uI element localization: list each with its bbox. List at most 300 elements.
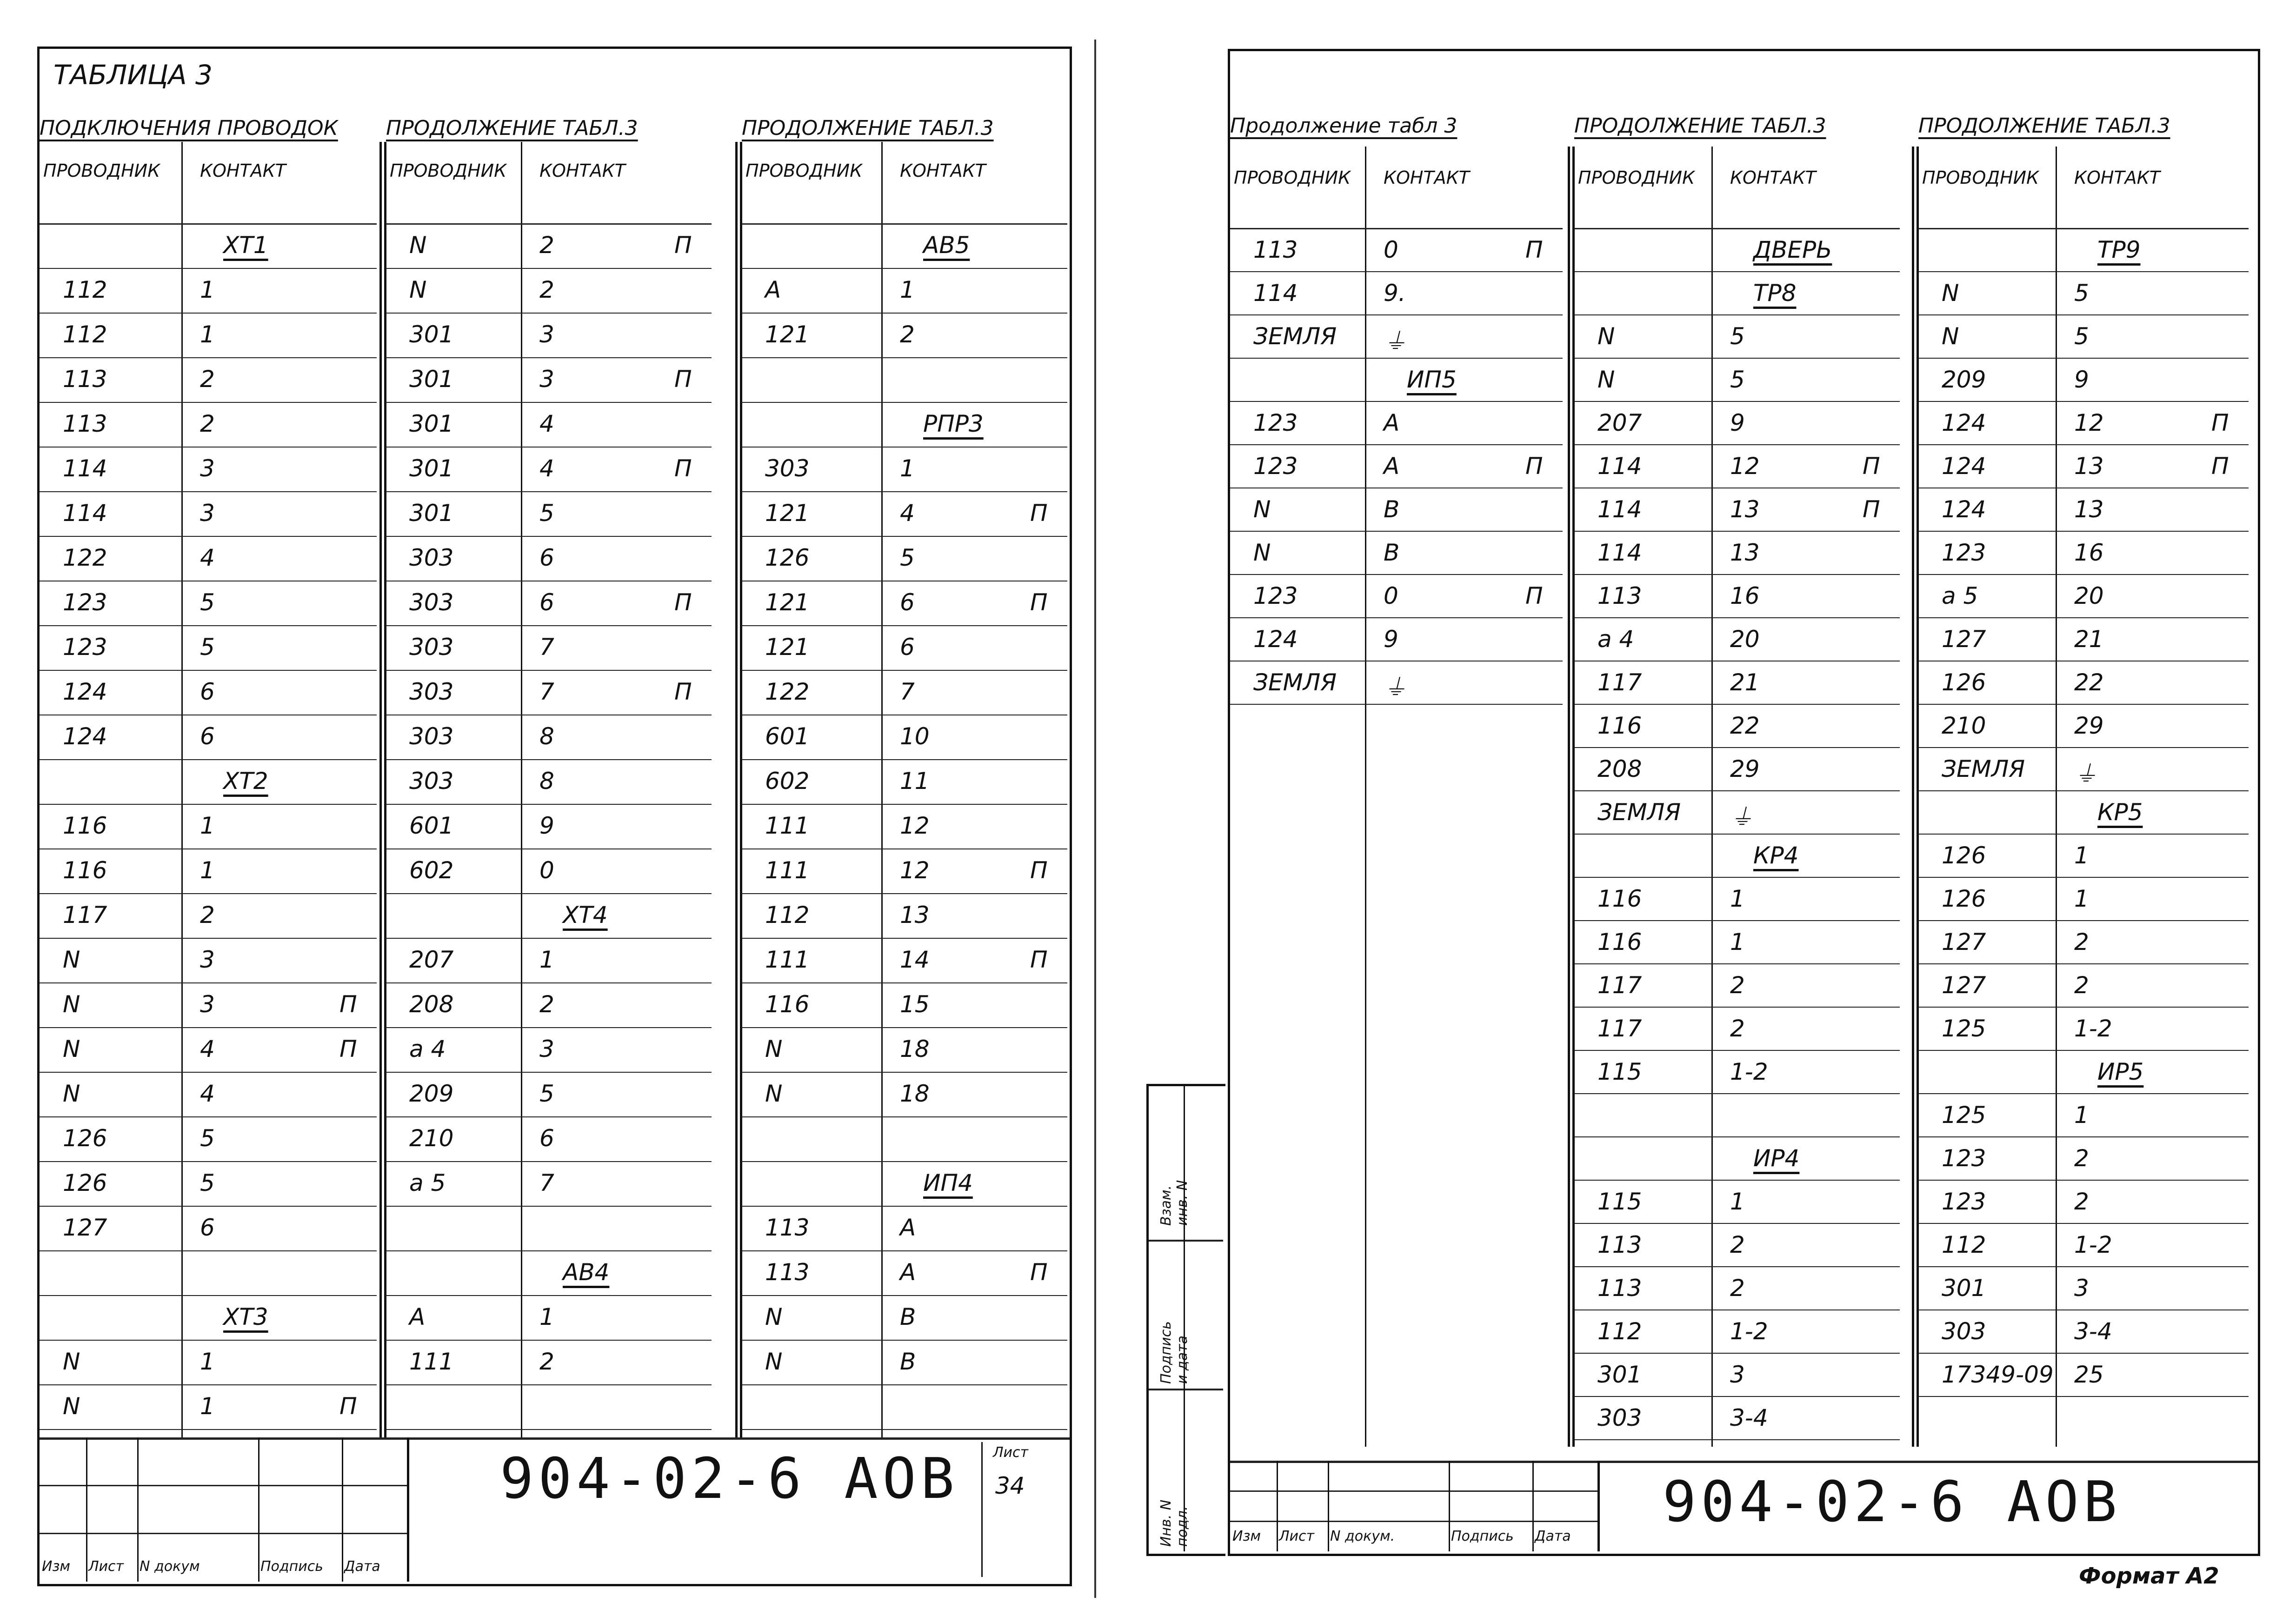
contact-cell: 11	[900, 768, 930, 795]
conductor-cell: ЗЕМЛЯ	[1253, 323, 1337, 350]
contact-cell: 2	[200, 366, 215, 393]
conductor-cell: a 5	[409, 1169, 446, 1196]
conductor-cell: N	[1942, 280, 1959, 307]
device-heading: ИР5	[2097, 1058, 2144, 1085]
row-rule	[1574, 1180, 1900, 1181]
row-rule	[1918, 1093, 2249, 1094]
row-rule	[1918, 920, 2249, 921]
conductor-cell: 114	[1253, 280, 1298, 307]
conductor-cell: N	[63, 1035, 80, 1062]
table-continuation-heading: ПРОДОЛЖЕНИЕ ТАБЛ.3	[386, 116, 638, 140]
row-rule	[386, 1072, 712, 1073]
contact-cell: 3	[200, 500, 215, 527]
jumper-mark: П	[674, 589, 692, 616]
conductor-cell: 127	[1942, 929, 1986, 955]
device-heading: ИП5	[1407, 366, 1457, 393]
contact-cell: 2	[539, 991, 554, 1018]
conductor-cell: N	[63, 946, 80, 973]
row-rule	[1230, 531, 1563, 532]
conductor-cell: N	[765, 1303, 783, 1330]
row-rule	[1918, 1007, 2249, 1008]
conductor-cell: 127	[1942, 972, 1986, 999]
sheet-box-divider	[981, 1442, 983, 1577]
row-rule	[1574, 877, 1900, 878]
contact-cell: 2	[2074, 929, 2089, 955]
conductor-cell: 301	[409, 455, 454, 482]
jumper-mark: П	[1030, 857, 1048, 884]
contact-cell: 9.	[1384, 280, 1406, 307]
contact-cell: 14	[900, 946, 930, 973]
row-rule	[1574, 1223, 1900, 1224]
column-header-conductor: ПРОВОДНИК	[1234, 167, 1351, 188]
conductor-cell: 124	[63, 723, 107, 750]
row-rule	[742, 536, 1067, 537]
column-divider	[1365, 147, 1366, 1447]
row-rule	[1918, 358, 2249, 359]
conductor-cell: 601	[409, 812, 454, 839]
column-header-contact: КОНТАКТ	[1384, 167, 1470, 188]
column-header-contact: КОНТАКТ	[2074, 167, 2160, 188]
contact-cell: 5	[2074, 280, 2089, 307]
row-rule	[40, 625, 377, 626]
header-rule	[742, 223, 1067, 225]
contact-cell: 9	[2074, 366, 2089, 393]
jumper-mark: П	[339, 1393, 357, 1420]
conductor-cell: N	[765, 1035, 783, 1062]
contact-cell: ⏚	[2074, 761, 2097, 788]
contact-cell: 1-2	[2074, 1015, 2112, 1042]
contact-cell: 21	[2074, 626, 2104, 653]
stamp-grid-row	[1230, 1521, 1597, 1522]
contact-cell: B	[1384, 496, 1400, 523]
row-rule	[1230, 704, 1563, 705]
contact-cell: 5	[539, 1080, 554, 1107]
row-rule	[1574, 920, 1900, 921]
conductor-cell: 303	[409, 634, 454, 661]
row-rule	[742, 893, 1067, 894]
row-rule	[1574, 704, 1900, 705]
conductor-cell: 117	[63, 902, 107, 929]
contact-cell: 12	[1730, 453, 1760, 480]
conductor-cell: 113	[1253, 236, 1298, 263]
jumper-mark: П	[1030, 589, 1048, 616]
conductor-cell: 123	[1942, 1145, 1986, 1172]
row-rule	[1574, 834, 1900, 835]
contact-cell: A	[900, 1259, 916, 1286]
jumper-mark: П	[1525, 582, 1543, 609]
row-rule	[1918, 1396, 2249, 1397]
row-rule	[386, 268, 712, 269]
contact-cell: 8	[539, 768, 554, 795]
device-heading: XT4	[563, 902, 608, 929]
row-rule	[1574, 1309, 1900, 1310]
conductor-cell: 114	[63, 500, 107, 527]
row-rule	[386, 1116, 712, 1117]
table-continuation-heading: ПРОДОЛЖЕНИЕ ТАБЛ.3	[1918, 114, 2170, 138]
device-heading: ДВЕРЬ	[1753, 236, 1832, 263]
contact-cell: 5	[200, 1169, 215, 1196]
contact-cell: 1-2	[1730, 1318, 1768, 1345]
contact-cell: 3-4	[2074, 1318, 2112, 1345]
contact-cell: 0	[539, 857, 554, 884]
conductor-cell: 111	[409, 1348, 454, 1375]
contact-cell: 3	[200, 455, 215, 482]
row-rule	[742, 402, 1067, 403]
conductor-cell: N	[63, 1393, 80, 1420]
row-rule	[742, 848, 1067, 849]
contact-cell: 6	[900, 589, 915, 616]
row-rule	[1574, 531, 1900, 532]
row-rule	[386, 982, 712, 983]
jumper-mark: П	[1525, 236, 1543, 263]
row-rule	[386, 848, 712, 849]
conductor-cell: 116	[1597, 929, 1642, 955]
conductor-cell: 116	[63, 812, 107, 839]
device-heading: КР4	[1753, 842, 1799, 869]
jumper-mark: П	[1030, 500, 1048, 527]
contact-cell: 20	[1730, 626, 1760, 653]
conductor-cell: 112	[63, 276, 107, 303]
conductor-cell: 125	[1942, 1015, 1986, 1042]
stamp-label: Лист	[88, 1558, 124, 1575]
conductor-cell: N	[63, 1348, 80, 1375]
contact-cell: 1	[2074, 885, 2089, 912]
block-divider	[379, 142, 382, 1437]
conductor-cell: 113	[1597, 582, 1642, 609]
row-rule	[1574, 1007, 1900, 1008]
block-divider	[1917, 147, 1919, 1447]
contact-cell: 7	[539, 678, 554, 705]
conductor-cell: 127	[63, 1214, 107, 1241]
row-rule	[1918, 314, 2249, 315]
row-rule	[40, 313, 377, 314]
row-rule	[742, 1429, 1067, 1430]
contact-cell: 3-4	[1730, 1404, 1768, 1431]
contact-cell: 4	[200, 1035, 215, 1062]
conductor-cell: 115	[1597, 1188, 1642, 1215]
conductor-cell: 125	[1942, 1102, 1986, 1129]
conductor-cell: 114	[1597, 453, 1642, 480]
stamp-grid-col	[137, 1437, 139, 1582]
contact-cell: 1	[2074, 842, 2089, 869]
row-rule	[1918, 444, 2249, 445]
contact-cell: 18	[900, 1035, 930, 1062]
conductor-cell: 303	[409, 768, 454, 795]
contact-cell: 5	[200, 589, 215, 616]
contact-cell: 2	[900, 321, 915, 348]
contact-cell: 22	[2074, 669, 2104, 696]
row-rule	[742, 1072, 1067, 1073]
conductor-cell: 123	[63, 589, 107, 616]
contact-cell: 2	[1730, 1231, 1745, 1258]
stamp-grid-col	[1449, 1461, 1450, 1551]
title-block-top-rule	[1230, 1461, 2258, 1463]
row-rule	[742, 1206, 1067, 1207]
contact-cell: 7	[539, 634, 554, 661]
row-rule	[40, 1295, 377, 1296]
side-strip-rule	[1149, 1389, 1223, 1390]
contact-cell: 15	[900, 991, 930, 1018]
column-divider	[881, 142, 883, 1437]
conductor-cell: 113	[63, 366, 107, 393]
conductor-cell: 127	[1942, 626, 1986, 653]
header-rule	[1574, 228, 1900, 229]
jumper-mark: П	[2211, 409, 2229, 436]
contact-cell: 1	[1730, 929, 1745, 955]
row-rule	[386, 670, 712, 671]
row-rule	[1230, 401, 1563, 402]
row-rule	[742, 1340, 1067, 1341]
conductor-cell: 303	[409, 678, 454, 705]
device-heading: ИР4	[1753, 1145, 1800, 1172]
contact-cell: 25	[2074, 1361, 2104, 1388]
contact-cell: 0	[1384, 582, 1398, 609]
conductor-cell: 602	[409, 857, 454, 884]
contact-cell: 3	[1730, 1361, 1745, 1388]
row-rule	[386, 938, 712, 939]
column-header-conductor: ПРОВОДНИК	[1922, 167, 2039, 188]
contact-cell: 1	[539, 1303, 554, 1330]
conductor-cell: 117	[1597, 972, 1642, 999]
conductor-cell: 17349-09	[1942, 1361, 2054, 1388]
contact-cell: 6	[539, 589, 554, 616]
contact-cell: B	[900, 1348, 916, 1375]
contact-cell: 3	[2074, 1275, 2089, 1302]
conductor-cell: 117	[1597, 669, 1642, 696]
side-strip-label: Подпись и дата	[1158, 1321, 1191, 1384]
stamp-grid-col	[1328, 1461, 1329, 1551]
conductor-cell: 121	[765, 589, 810, 616]
stamp-label: N докум	[140, 1558, 200, 1575]
row-rule	[1918, 531, 2249, 532]
conductor-cell: 124	[1942, 409, 1986, 436]
conductor-cell: 112	[1942, 1231, 1986, 1258]
conductor-cell: a 4	[1597, 626, 1634, 653]
conductor-cell: 113	[765, 1259, 810, 1286]
conductor-cell: 124	[1942, 453, 1986, 480]
conductor-cell: 122	[63, 544, 107, 571]
contact-cell: ⏚	[1384, 674, 1407, 701]
contact-cell: 2	[2074, 1188, 2089, 1215]
row-rule	[40, 1206, 377, 1207]
conductor-cell: 114	[63, 455, 107, 482]
header-rule	[40, 223, 377, 225]
row-rule	[386, 357, 712, 358]
contact-cell: 3	[200, 946, 215, 973]
row-rule	[1574, 790, 1900, 791]
device-heading: ИП4	[923, 1169, 973, 1196]
row-rule	[742, 1250, 1067, 1251]
contact-cell: 1	[539, 946, 554, 973]
side-binding-strip	[1146, 1084, 1225, 1556]
conductor-cell: 116	[1597, 885, 1642, 912]
format-label: Формат А2	[2079, 1563, 2219, 1589]
row-rule	[742, 357, 1067, 358]
conductor-cell: 601	[765, 723, 810, 750]
conductor-cell: N	[1253, 496, 1271, 523]
row-rule	[386, 1384, 712, 1385]
row-rule	[1918, 1353, 2249, 1354]
jumper-mark: П	[339, 991, 357, 1018]
conductor-cell: 126	[765, 544, 810, 571]
conductor-cell: 112	[1597, 1318, 1642, 1345]
row-rule	[1918, 1309, 2249, 1310]
row-rule	[1574, 444, 1900, 445]
conductor-cell: 124	[1942, 496, 1986, 523]
stamp-grid-row	[1230, 1490, 1597, 1492]
conductor-cell: 301	[409, 366, 454, 393]
row-rule	[1918, 401, 2249, 402]
contact-cell: 6	[900, 634, 915, 661]
conductor-cell: 123	[1942, 1188, 1986, 1215]
contact-cell: A	[900, 1214, 916, 1241]
row-rule	[40, 893, 377, 894]
stamp-grid-row	[40, 1533, 407, 1534]
contact-cell: 5	[900, 544, 915, 571]
row-rule	[1230, 358, 1563, 359]
conductor-cell: 115	[1597, 1058, 1642, 1085]
row-rule	[386, 759, 712, 760]
row-rule	[1574, 1050, 1900, 1051]
device-heading: КР5	[2097, 799, 2143, 826]
conductor-cell: 123	[63, 634, 107, 661]
conductor-cell: 111	[765, 857, 810, 884]
contact-cell: 2	[1730, 972, 1745, 999]
contact-cell: 12	[900, 812, 930, 839]
row-rule	[40, 536, 377, 537]
row-rule	[1574, 1266, 1900, 1267]
conductor-cell: ЗЕМЛЯ	[1942, 755, 2025, 782]
stamp-grid-col	[342, 1437, 343, 1582]
row-rule	[386, 536, 712, 537]
contact-cell: 6	[539, 544, 554, 571]
contact-cell: 13	[900, 902, 930, 929]
contact-cell: 4	[539, 410, 554, 437]
conductor-cell: 121	[765, 500, 810, 527]
contact-cell: 2	[539, 232, 554, 259]
row-rule	[1574, 617, 1900, 618]
jumper-mark: П	[1030, 946, 1048, 973]
contact-cell: 12	[900, 857, 930, 884]
row-rule	[386, 1340, 712, 1341]
row-rule	[386, 1429, 712, 1430]
row-rule	[1574, 314, 1900, 315]
conductor-cell: N	[1597, 366, 1615, 393]
conductor-cell: 123	[1942, 539, 1986, 566]
conductor-cell: 207	[1597, 409, 1642, 436]
contact-cell: 29	[2074, 712, 2104, 739]
row-rule	[1918, 1180, 2249, 1181]
column-header-contact: КОНТАКТ	[539, 160, 626, 181]
block-divider	[1568, 147, 1570, 1447]
contact-cell: 9	[539, 812, 554, 839]
contact-cell: ⏚	[1730, 804, 1753, 831]
contact-cell: 4	[539, 455, 554, 482]
contact-cell: 10	[900, 723, 930, 750]
row-rule	[40, 1429, 377, 1430]
conductor-cell: 124	[1253, 626, 1298, 653]
conductor-cell: 121	[765, 321, 810, 348]
row-rule	[386, 1161, 712, 1162]
contact-cell: 1	[200, 857, 215, 884]
stamp-label: Изм	[42, 1558, 71, 1575]
contact-cell: 21	[1730, 669, 1760, 696]
contact-cell: ⏚	[1384, 328, 1407, 355]
stamp-grid-row	[40, 1485, 407, 1486]
contact-cell: B	[1384, 539, 1400, 566]
contact-cell: 1	[200, 321, 215, 348]
row-rule	[1574, 1093, 1900, 1094]
contact-cell: 2	[200, 410, 215, 437]
document-code: 904-02-6 АОВ	[500, 1447, 959, 1511]
contact-cell: 2	[2074, 972, 2089, 999]
stamp-label: Лист	[1279, 1528, 1315, 1544]
conductor-cell: 301	[409, 321, 454, 348]
row-rule	[742, 759, 1067, 760]
conductor-cell: 114	[1597, 496, 1642, 523]
stamp-label: Дата	[1535, 1528, 1571, 1544]
row-rule	[1918, 1136, 2249, 1137]
contact-cell: 7	[900, 678, 915, 705]
row-rule	[742, 670, 1067, 671]
contact-cell: 1	[200, 276, 215, 303]
contact-cell: 12	[2074, 409, 2104, 436]
conductor-cell: 126	[63, 1125, 107, 1152]
jumper-mark: П	[674, 455, 692, 482]
contact-cell: 2	[539, 276, 554, 303]
conductor-cell: N	[1942, 323, 1959, 350]
row-rule	[40, 491, 377, 492]
jumper-mark: П	[1525, 453, 1543, 480]
header-rule	[1230, 228, 1563, 229]
conductor-cell: 126	[63, 1169, 107, 1196]
device-heading: AB4	[563, 1259, 610, 1286]
stamp-grid-col	[1532, 1461, 1534, 1551]
contact-cell: 1	[900, 455, 915, 482]
stamp-label: Подпись	[1451, 1528, 1514, 1544]
conductor-cell: N	[1597, 323, 1615, 350]
row-rule	[40, 1340, 377, 1341]
row-rule	[1574, 963, 1900, 964]
block-divider	[1912, 147, 1914, 1447]
row-rule	[1918, 574, 2249, 575]
contact-cell: 16	[2074, 539, 2104, 566]
row-rule	[1918, 790, 2249, 791]
device-heading: XT3	[223, 1303, 268, 1330]
column-divider	[521, 142, 522, 1437]
row-rule	[742, 313, 1067, 314]
block-divider	[740, 142, 742, 1437]
conductor-cell: 123	[1253, 582, 1298, 609]
stamp-grid-col	[258, 1437, 260, 1582]
conductor-cell: 301	[409, 500, 454, 527]
conductor-cell: 210	[1942, 712, 1986, 739]
row-rule	[1918, 1266, 2249, 1267]
table-continuation-heading: ПОДКЛЮЧЕНИЯ ПРОВОДОК	[40, 116, 338, 140]
jumper-mark: П	[674, 366, 692, 393]
left-sheet	[37, 47, 1072, 1586]
table-continuation-heading: ПРОДОЛЖЕНИЕ ТАБЛ.3	[742, 116, 994, 140]
conductor-cell: 112	[765, 902, 810, 929]
conductor-cell: 123	[1253, 409, 1298, 436]
sheet-number: 34	[995, 1472, 1025, 1499]
contact-cell: 6	[200, 723, 215, 750]
row-rule	[40, 1384, 377, 1385]
device-heading: ТР9	[2097, 236, 2141, 263]
title-block-divider	[1597, 1461, 1600, 1551]
column-header-conductor: ПРОВОДНИК	[43, 160, 160, 181]
contact-cell: 1	[1730, 885, 1745, 912]
